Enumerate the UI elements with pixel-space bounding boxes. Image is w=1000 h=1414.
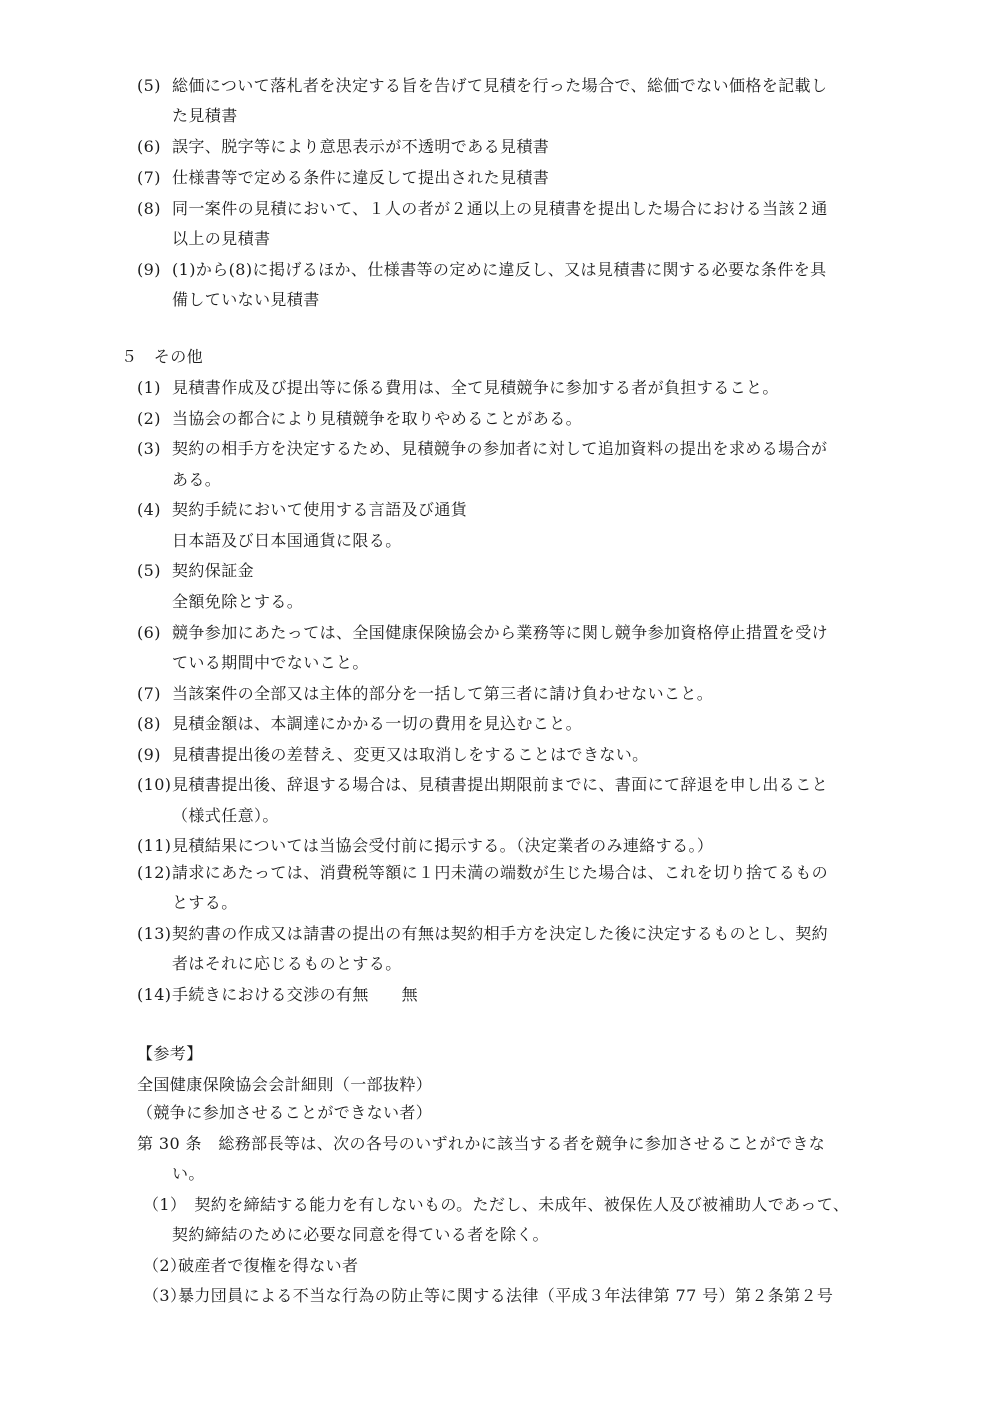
item-text: 総価について落札者を決定する旨を告げて見積を行った場合で、総価でない価格を記載し bbox=[172, 76, 828, 95]
item-text: 見積金額は、本調達にかかる一切の費用を見込むこと。 bbox=[172, 714, 583, 733]
item-number: (3) bbox=[137, 439, 161, 458]
item-number: (10) bbox=[137, 775, 172, 794]
item-text: 契約保証金 bbox=[172, 561, 255, 580]
item-number: （2） bbox=[143, 1256, 187, 1275]
item-text: 契約締結のために必要な同意を得ている者を除く。 bbox=[172, 1225, 549, 1244]
article-text: 第 30 条 総務部長等は、次の各号のいずれかに該当する者を競争に参加させることができな bbox=[137, 1134, 826, 1153]
item-number: (9) bbox=[137, 745, 161, 764]
reference-heading: 【参考】 bbox=[137, 1044, 203, 1063]
item-text: 者はそれに応じるものとする。 bbox=[172, 954, 402, 973]
item-text: 備していない見積書 bbox=[172, 290, 320, 309]
item-text: 以上の見積書 bbox=[172, 229, 271, 248]
item-number: (7) bbox=[137, 684, 161, 703]
item-number: (6) bbox=[137, 623, 161, 642]
item-text: とする。 bbox=[172, 893, 238, 912]
item-text: 競争参加にあたっては、全国健康保険協会から業務等に関し競争参加資格停止措置を受け bbox=[172, 623, 829, 642]
item-text: 見積書提出後、辞退する場合は、見積書提出期限前までに、書面にて辞退を申し出ること bbox=[172, 775, 829, 794]
item-text: 請求にあたっては、消費税等額に１円未満の端数が生じた場合は、これを切り捨てるもの bbox=[172, 863, 829, 882]
item-text: 日本語及び日本国通貨に限る。 bbox=[172, 531, 402, 550]
item-text: 仕様書等で定める条件に違反して提出された見積書 bbox=[172, 168, 550, 187]
item-number: (13) bbox=[137, 924, 172, 943]
item-text: 契約手続において使用する言語及び通貨 bbox=[172, 500, 468, 519]
item-number: (2) bbox=[137, 409, 161, 428]
item-number: (6) bbox=[137, 137, 161, 156]
article-text: い。 bbox=[172, 1164, 205, 1183]
item-number: (5) bbox=[137, 76, 161, 95]
reference-source: 全国健康保険協会会計細則（一部抜粋） bbox=[137, 1075, 433, 1094]
item-text: 契約書の作成又は請書の提出の有無は契約相手方を決定した後に決定するものとし、契約 bbox=[172, 924, 829, 943]
item-number: (8) bbox=[137, 714, 161, 733]
item-text: 暴力団員による不当な行為の防止等に関する法律（平成３年法律第 77 号）第２条第２号 bbox=[178, 1286, 834, 1305]
item-text: （様式任意）。 bbox=[172, 806, 279, 825]
item-number: (14) bbox=[137, 985, 172, 1004]
item-text: 誤字、脱字等により意思表示が不透明である見積書 bbox=[172, 137, 550, 156]
item-text: 当該案件の全部又は主体的部分を一括して第三者に請け負わせないこと。 bbox=[172, 684, 714, 703]
item-number: (1) bbox=[137, 378, 161, 397]
item-number: (5) bbox=[137, 561, 161, 580]
item-number: (12) bbox=[137, 863, 172, 882]
item-text: 破産者で復権を得ない者 bbox=[178, 1256, 359, 1275]
item-text: ている期間中でないこと。 bbox=[172, 653, 369, 672]
item-number: (7) bbox=[137, 168, 161, 187]
item-text: 契約を締結する能力を有しないもの。ただし、未成年、被保佐人及び被補助人であって、 bbox=[178, 1195, 850, 1214]
item-number: (9) bbox=[137, 260, 161, 279]
item-number: (4) bbox=[137, 500, 161, 519]
item-text: 見積書作成及び提出等に係る費用は、全て見積競争に参加する者が負担すること。 bbox=[172, 378, 779, 397]
item-text: 見積書提出後の差替え、変更又は取消しをすることはできない。 bbox=[172, 745, 649, 764]
item-text: ある。 bbox=[172, 470, 222, 489]
item-text: た見積書 bbox=[172, 106, 238, 125]
item-number: (8) bbox=[137, 199, 161, 218]
section-heading: ５ その他 bbox=[121, 347, 204, 366]
item-text: 見積結果については当協会受付前に掲示する。（決定業者のみ連絡する。） bbox=[172, 836, 714, 855]
item-number: （1） bbox=[143, 1195, 187, 1214]
item-text: 手続きにおける交渉の有無 無 bbox=[172, 985, 419, 1004]
item-number: (11) bbox=[137, 836, 172, 855]
item-text: 当協会の都合により見積競争を取りやめることがある。 bbox=[172, 409, 583, 428]
article-caption: （競争に参加させることができない者） bbox=[137, 1103, 433, 1122]
item-text: 全額免除とする。 bbox=[172, 592, 304, 611]
item-text: 契約の相手方を決定するため、見積競争の参加者に対して追加資料の提出を求める場合が bbox=[172, 439, 828, 458]
item-text: 同一案件の見積において、１人の者が２通以上の見積書を提出した場合における当該２通 bbox=[172, 199, 828, 218]
item-number: （3） bbox=[143, 1286, 187, 1305]
item-text: (1)から(8)に掲げるほか、仕様書等の定めに違反し、又は見積書に関する必要な条件を具 bbox=[172, 260, 827, 279]
